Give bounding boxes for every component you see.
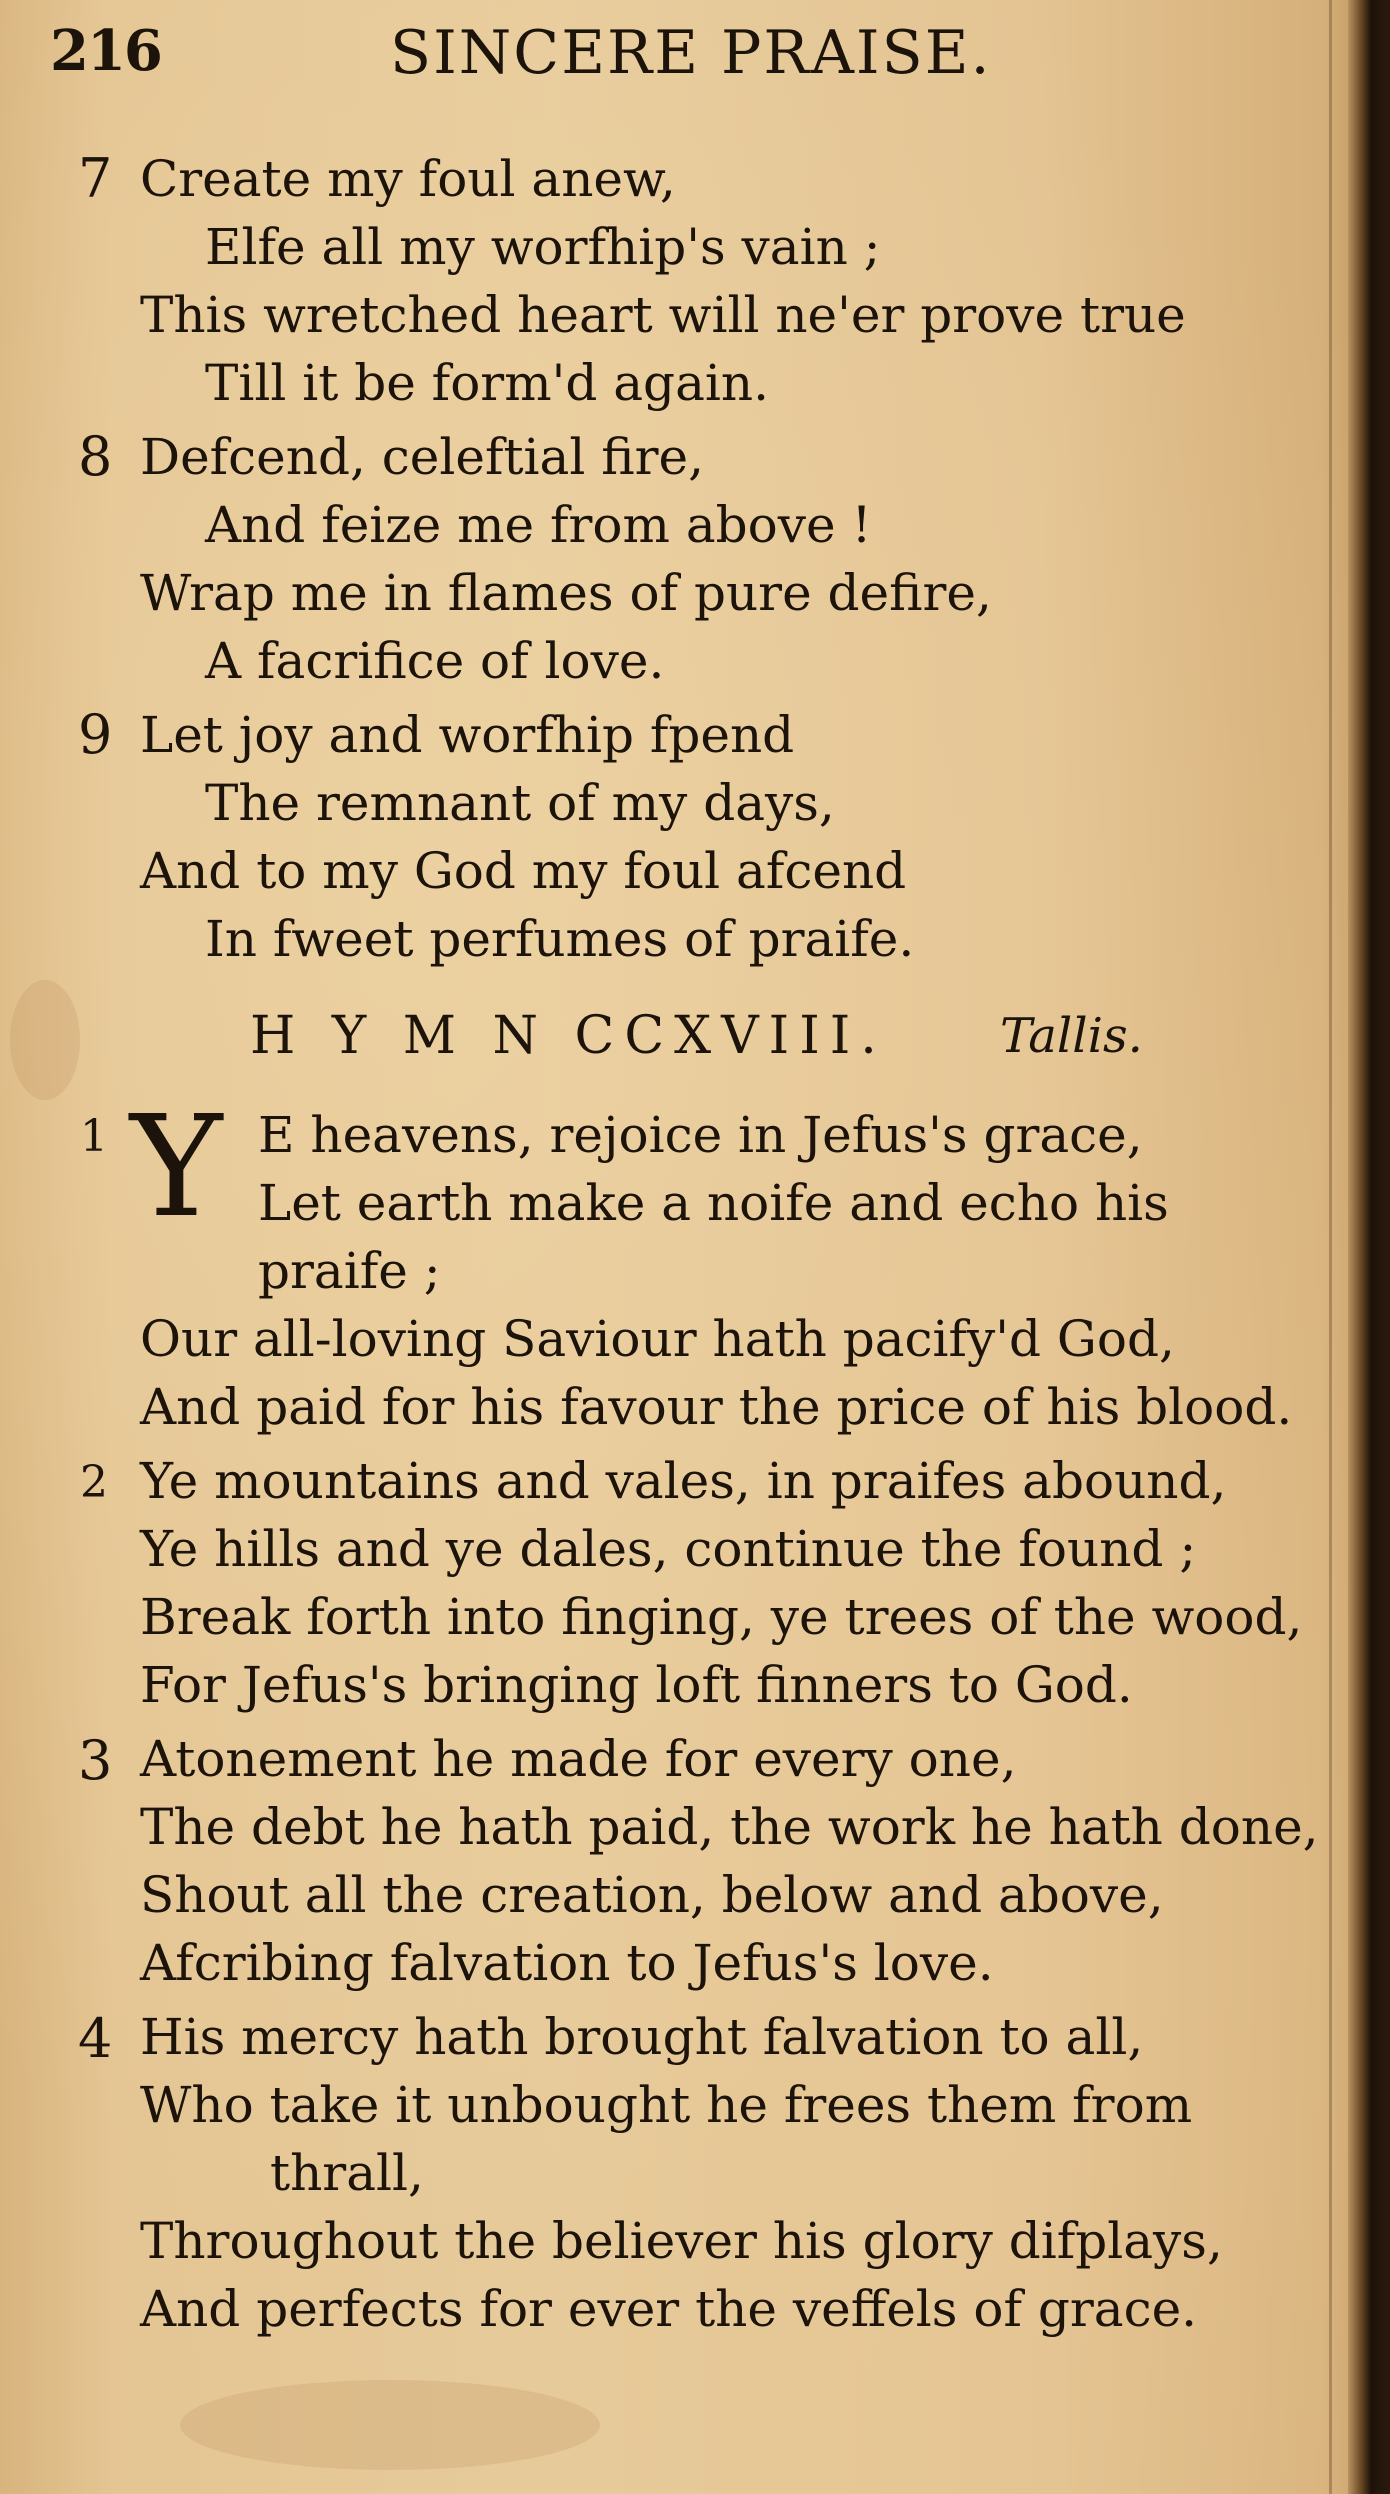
verse-line: And feize me from above ! — [205, 496, 872, 554]
verse-line: Wrap me in flames of pure defire, — [140, 564, 992, 622]
paper-stain — [180, 2380, 600, 2470]
verse-line: Create my foul anew, — [140, 150, 676, 208]
page-number: 216 — [50, 18, 161, 84]
stanza-number: 8 — [78, 425, 113, 488]
verse-line: And paid for his favour the price of his blood. — [140, 1378, 1293, 1436]
verse-line: Let earth make a noife and echo his — [258, 1174, 1169, 1232]
stanza-number: 3 — [78, 1729, 113, 1792]
verse-line: Afcribing falvation to Jefus's love. — [140, 1934, 994, 1992]
stanza-number: 2 — [80, 1457, 108, 1508]
verse-line: For Jefus's bringing loft finners to God. — [140, 1656, 1133, 1714]
verse-line: The remnant of my days, — [205, 774, 835, 832]
verse-line: Shout all the creation, below and above, — [140, 1866, 1164, 1924]
book-spine-edge — [1348, 0, 1390, 2494]
verse-line: In fweet perfumes of praife. — [205, 910, 915, 968]
verse-line: And to my God my foul afcend — [140, 842, 907, 900]
verse-line: His mercy hath brought falvation to all, — [140, 2008, 1144, 2066]
paper-stain — [10, 980, 80, 1100]
running-head: SINCERE PRAISE. — [390, 18, 992, 88]
verse-line: Our all-loving Saviour hath pacify'd God, — [140, 1310, 1175, 1368]
verse-line: And perfects for ever the veffels of grace. — [140, 2280, 1198, 2338]
hymn-title: H Y M N CCXVIII. — [250, 1006, 887, 1066]
verse-line: Who take it unbought he frees them from — [140, 2076, 1193, 2134]
drop-cap: Y — [130, 1086, 223, 1249]
stanza-number: 9 — [78, 703, 113, 766]
stanza-number: 4 — [78, 2007, 113, 2070]
page-header — [50, 12, 1250, 92]
verse-line: Elfe all my worfhip's vain ; — [205, 218, 881, 276]
stanza-number: 1 — [80, 1111, 108, 1162]
verse-line: Defcend, celeftial fire, — [140, 428, 704, 486]
tune-name: Tallis. — [1000, 1008, 1143, 1064]
verse-line: Till it be form'd again. — [205, 354, 769, 412]
verse-line: Ye hills and ye dales, continue the found ; — [140, 1520, 1197, 1578]
verse-line: Break forth into finging, ye trees of the wood, — [140, 1588, 1303, 1646]
page-gutter-shadow — [1329, 0, 1332, 2494]
verse-line: Throughout the believer his glory difplays, — [140, 2212, 1223, 2270]
verse-line: E heavens, rejoice in Jefus's grace, — [258, 1106, 1143, 1164]
verse-line: thrall, — [270, 2144, 424, 2202]
verse-line: praife ; — [258, 1242, 441, 1300]
stanza-number: 7 — [78, 147, 113, 210]
verse-line: Atonement he made for every one, — [140, 1730, 1017, 1788]
verse-line: A facrifice of love. — [205, 632, 665, 690]
verse-line: The debt he hath paid, the work he hath done, — [140, 1798, 1319, 1856]
verse-line: This wretched heart will ne'er prove true — [140, 286, 1186, 344]
verse-line: Ye mountains and vales, in praifes abound, — [140, 1452, 1227, 1510]
verse-line: Let joy and worfhip fpend — [140, 706, 795, 764]
